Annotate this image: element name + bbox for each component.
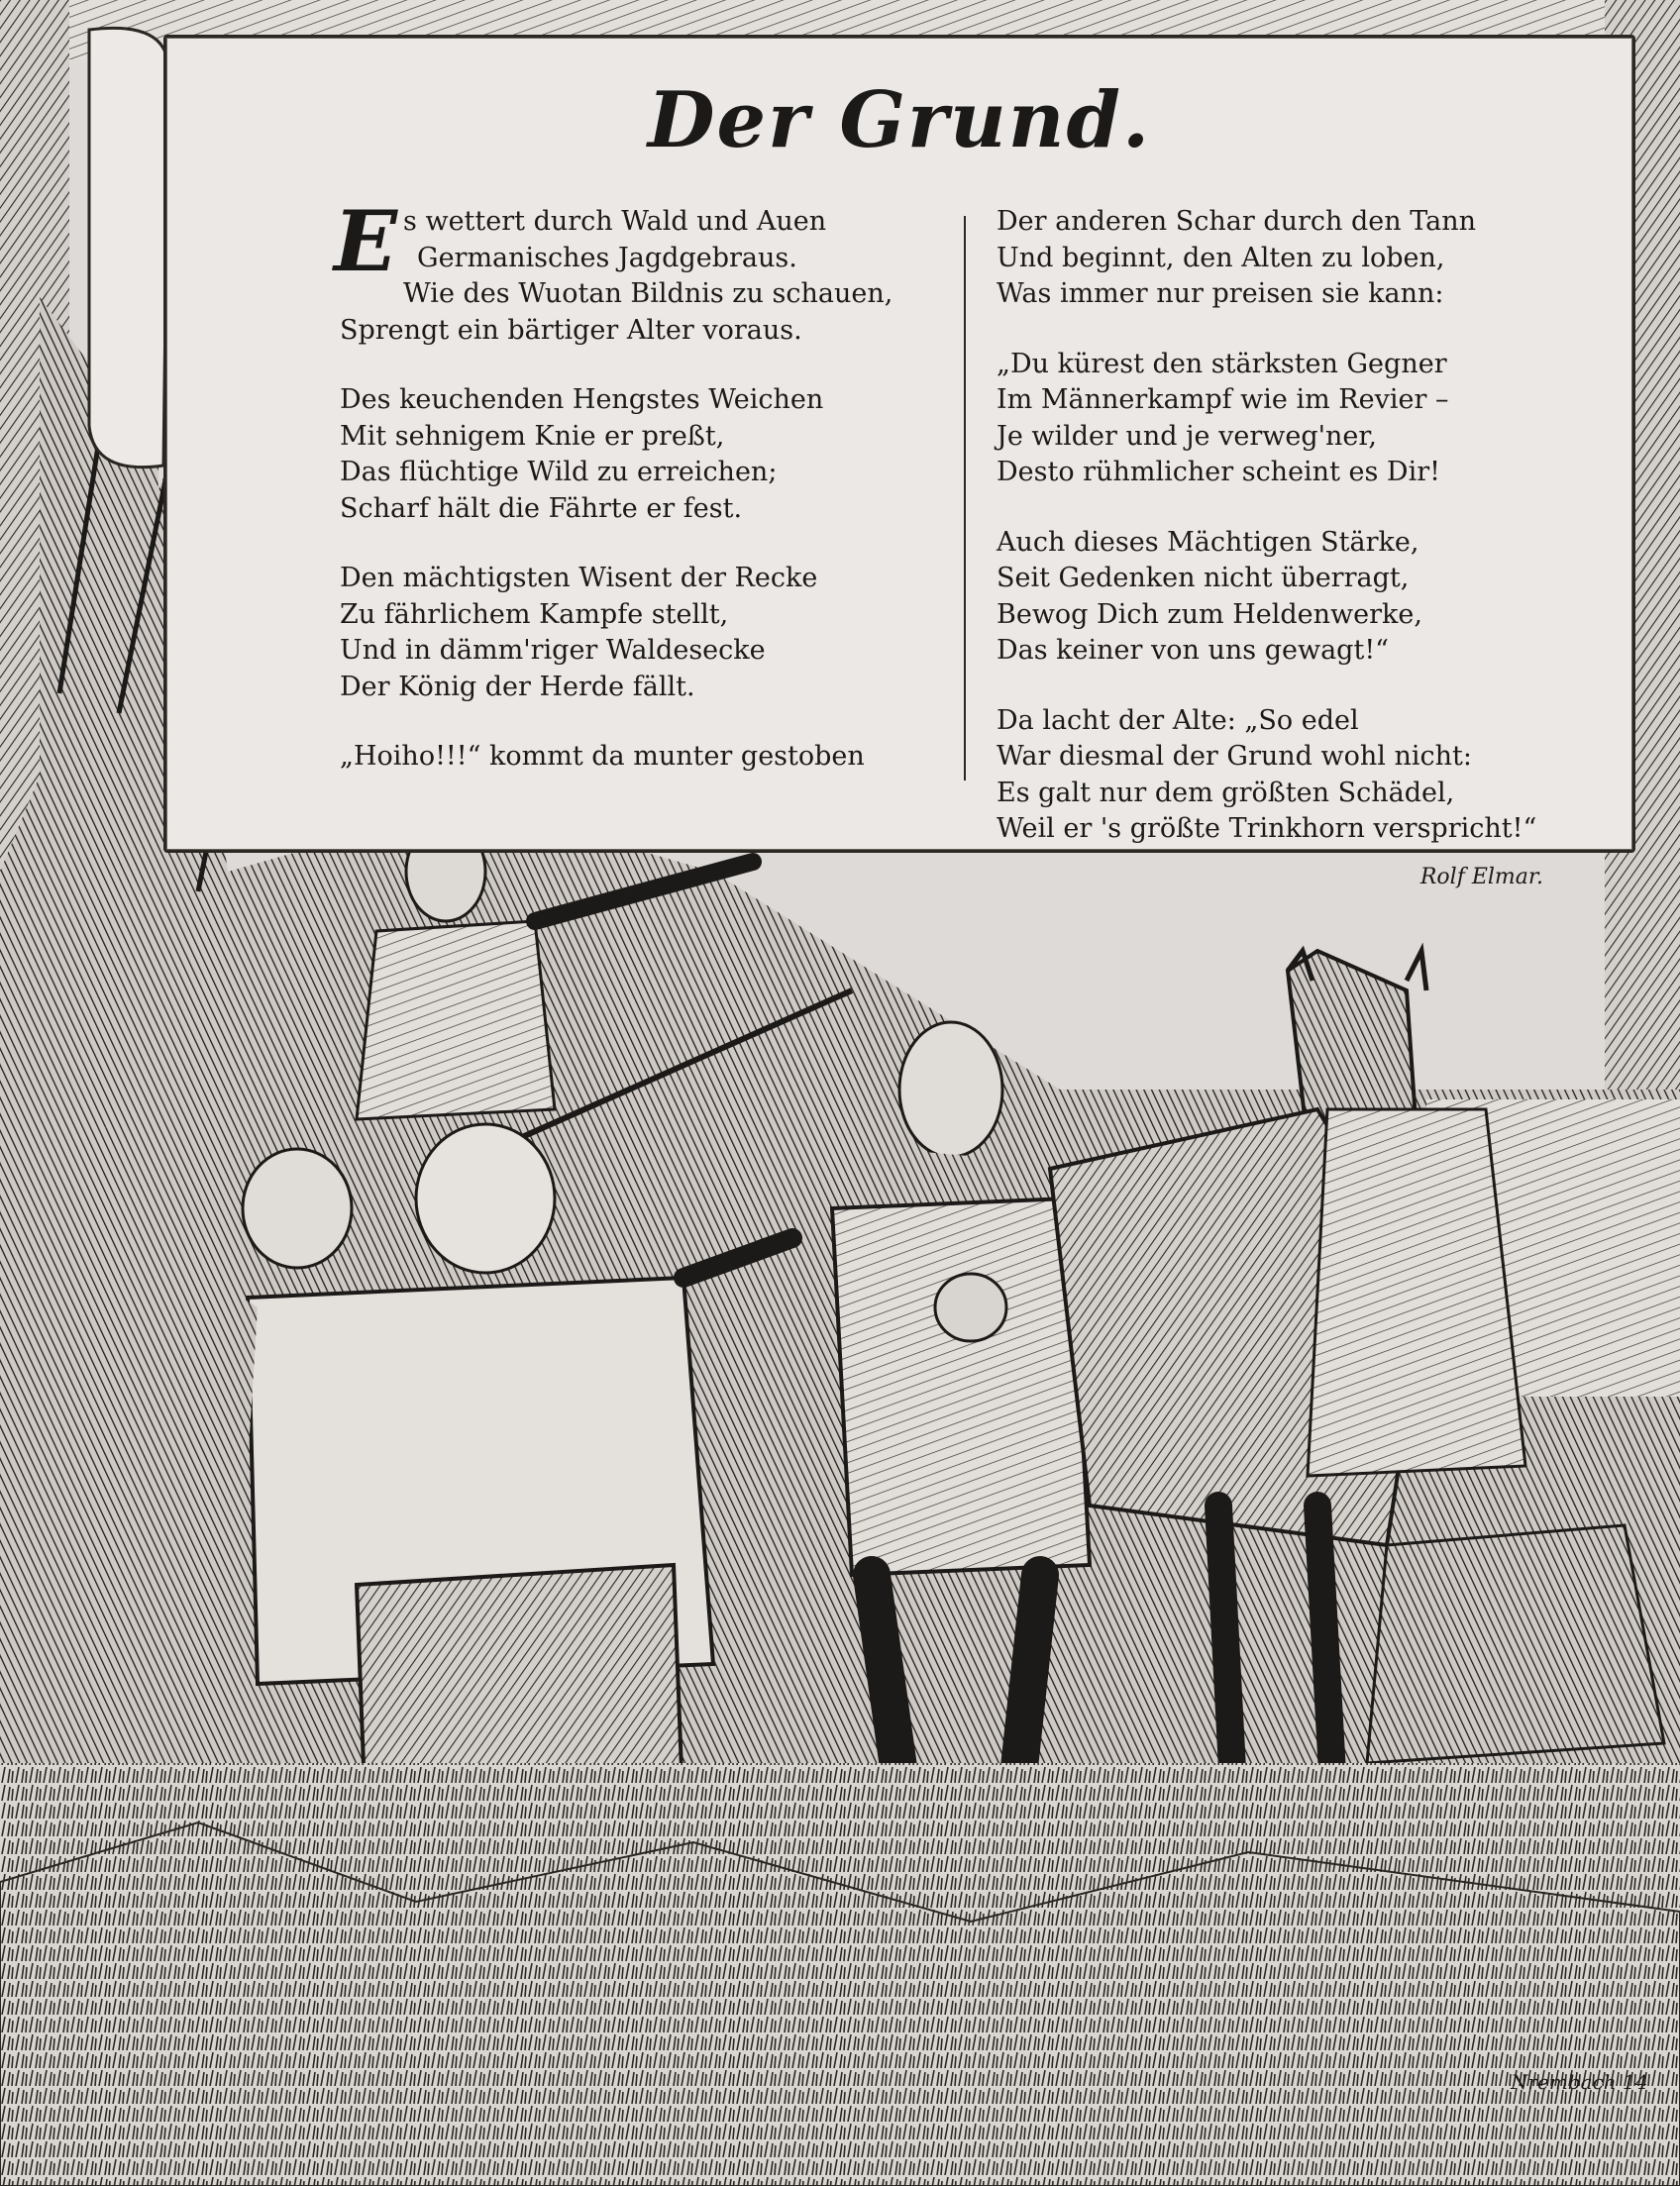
poem-line: Das flüchtige Wild zu erreichen; — [340, 457, 778, 487]
poem-line: Sprengt ein bärtiger Alter voraus. — [340, 314, 802, 346]
column-divider — [964, 216, 966, 781]
poem-line: Der König der Herde fällt. — [340, 671, 695, 702]
poem-line: „Du kürest den stärksten Gegner — [997, 348, 1447, 379]
poem-line: Im Männerkampf wie im Revier – — [997, 384, 1449, 415]
poem-line: Des keuchenden Hengstes Weichen — [340, 384, 824, 415]
poem-line: Germanisches Jagdgebraus. — [417, 242, 797, 273]
poem-line: Desto rühmlicher scheint es Dir! — [997, 457, 1440, 487]
poem-line: Und in dämm'riger Waldesecke — [340, 635, 766, 666]
poem-line: Da lacht der Alte: „So edel — [997, 704, 1359, 736]
artist-signature: Nrembach 14 — [1511, 2070, 1648, 2094]
poem-line: Was immer nur preisen sie kann: — [997, 278, 1444, 309]
poem-line: Der anderen Schar durch den Tann — [997, 206, 1477, 237]
poem-line: Auch dieses Mächtigen Stärke, — [997, 526, 1419, 558]
poem-line: Den mächtigsten Wisent der Recke — [340, 563, 818, 593]
poem-line: Scharf hält die Fährte er fest. — [340, 492, 743, 524]
stanza — [340, 382, 934, 527]
poem-author: Rolf Elmar. — [1419, 865, 1543, 889]
poem-line: Weil er 's größte Trinkhorn verspricht!“ — [997, 813, 1537, 844]
poem-line: Es galt nur dem größten Schädel, — [997, 777, 1455, 808]
poem-line: War diesmal der Grund wohl nicht: — [997, 741, 1472, 772]
stanza — [997, 204, 1601, 313]
poem-line: Seit Gedenken nicht überragt, — [997, 563, 1410, 593]
poem-line: Wie des Wuotan Bildnis zu schauen, — [403, 278, 893, 309]
stanza — [997, 347, 1601, 491]
poem-line: Mit sehnigem Knie er preßt, — [340, 420, 725, 452]
stanza — [340, 561, 934, 705]
stanza — [997, 703, 1601, 848]
poem-line: Es wettert durch Wald und Auen — [334, 192, 827, 290]
poem-line: Je wilder und je verweg'ner, — [997, 420, 1377, 452]
poem-line: Und beginnt, den Alten zu loben, — [997, 242, 1445, 273]
stanza — [334, 192, 934, 349]
poem-line: Das keiner von uns gewagt!“ — [997, 635, 1389, 666]
drop-cap: E — [334, 192, 398, 290]
poem-column-right — [997, 204, 1601, 882]
poem-line: Zu fährlichem Kampfe stellt, — [340, 598, 729, 630]
poem-line: „Hoiho!!!“ kommt da munter gestoben — [340, 741, 865, 772]
stanza — [340, 739, 934, 776]
stanza — [997, 525, 1601, 670]
poem-line: Bewog Dich zum Heldenwerke, — [997, 598, 1422, 630]
poem-title: Der Grund. — [647, 75, 1152, 165]
poem-banner — [163, 35, 1635, 889]
poem-column-left — [334, 192, 934, 809]
